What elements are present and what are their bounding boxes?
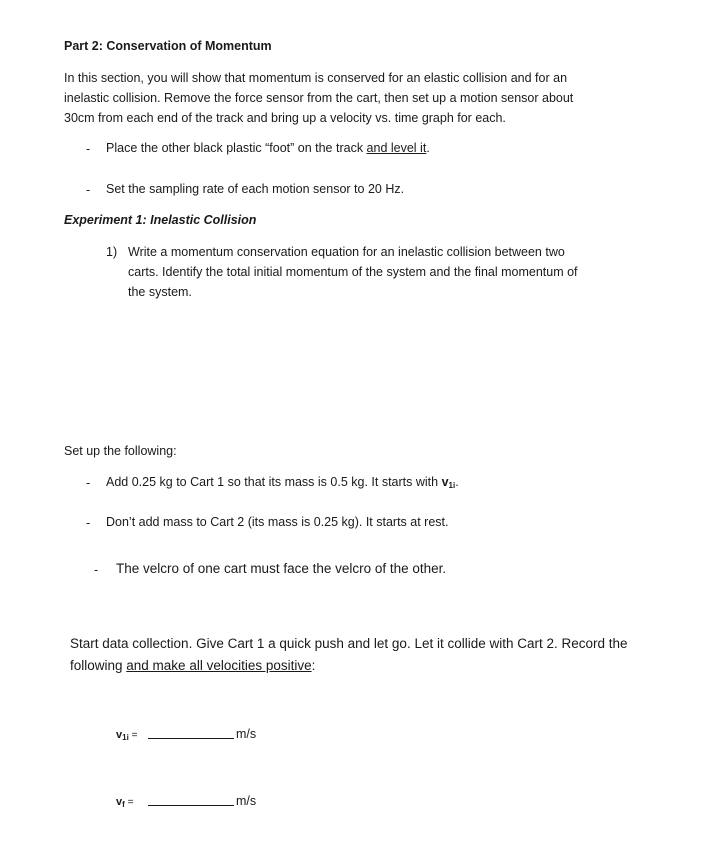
- bullet-dash: -: [86, 516, 91, 530]
- question-line-1: Write a momentum conservation equation for an inelastic collision between two: [128, 245, 565, 259]
- list-item-text: Place the other black plastic “foot” on the track: [106, 141, 367, 155]
- positive-velocities-link: and make all velocities positive: [126, 658, 312, 673]
- variable-v: v: [441, 475, 449, 489]
- vf-field-row: [116, 791, 133, 815]
- setup-title: Set up the following:: [64, 444, 177, 458]
- equals-sign: =: [128, 730, 138, 741]
- list-item: Don’t add mass to Cart 2 (its mass is 0.25 kg). It starts at rest.: [106, 515, 449, 529]
- bullet-dash: -: [86, 142, 91, 156]
- list-item: [106, 138, 430, 158]
- bullet-dash: -: [86, 183, 91, 197]
- question-line-2: carts. Identify the total initial momentum of the system and the final momentum of: [128, 265, 578, 279]
- equals-sign: =: [124, 797, 134, 808]
- variable-subscript: 1i: [448, 481, 456, 490]
- punctuation: .: [426, 141, 430, 155]
- question-number: 1): [106, 245, 118, 259]
- list-item: The velcro of one cart must face the velcro of the other.: [116, 561, 447, 576]
- list-item: Set the sampling rate of each motion sensor to 20 Hz.: [106, 182, 405, 196]
- punctuation: .: [455, 475, 459, 489]
- intro-line-1: In this section, you will show that momentum is conserved for an elastic collision and for an: [64, 71, 568, 85]
- bullet-dash: -: [94, 563, 99, 577]
- variable-v: v: [116, 796, 123, 808]
- unit-label: m/s: [236, 727, 257, 741]
- collection-line-2: [70, 656, 315, 676]
- list-item: [106, 472, 459, 496]
- list-item-text: Add 0.25 kg to Cart 1 so that its mass is 0.5 kg. It starts with: [106, 475, 442, 489]
- collection-text: following: [70, 658, 127, 673]
- punctuation: :: [311, 658, 316, 673]
- v1i-field-row: [116, 724, 137, 748]
- unit-label: m/s: [236, 794, 257, 808]
- question-line-3: the system.: [128, 285, 192, 299]
- experiment-title: Experiment 1: Inelastic Collision: [64, 213, 257, 227]
- intro-line-3: 30cm from each end of the track and bring up a velocity vs. time graph for each.: [64, 111, 506, 125]
- intro-line-2: inelastic collision. Remove the force sensor from the cart, then set up a motion sensor about: [64, 91, 574, 105]
- variable-subscript: f: [122, 800, 125, 809]
- variable-v: v: [116, 729, 123, 741]
- bullet-dash: -: [86, 476, 91, 490]
- v1i-answer-blank[interactable]: [148, 726, 234, 739]
- variable-subscript: 1i: [122, 733, 129, 742]
- page-title: Part 2: Conservation of Momentum: [64, 39, 272, 53]
- level-it-link: and level it: [366, 141, 427, 155]
- vf-answer-blank[interactable]: [148, 793, 234, 806]
- collection-line-1: Start data collection. Give Cart 1 a quick push and let go. Let it collide with Cart 2. Record the: [70, 636, 628, 651]
